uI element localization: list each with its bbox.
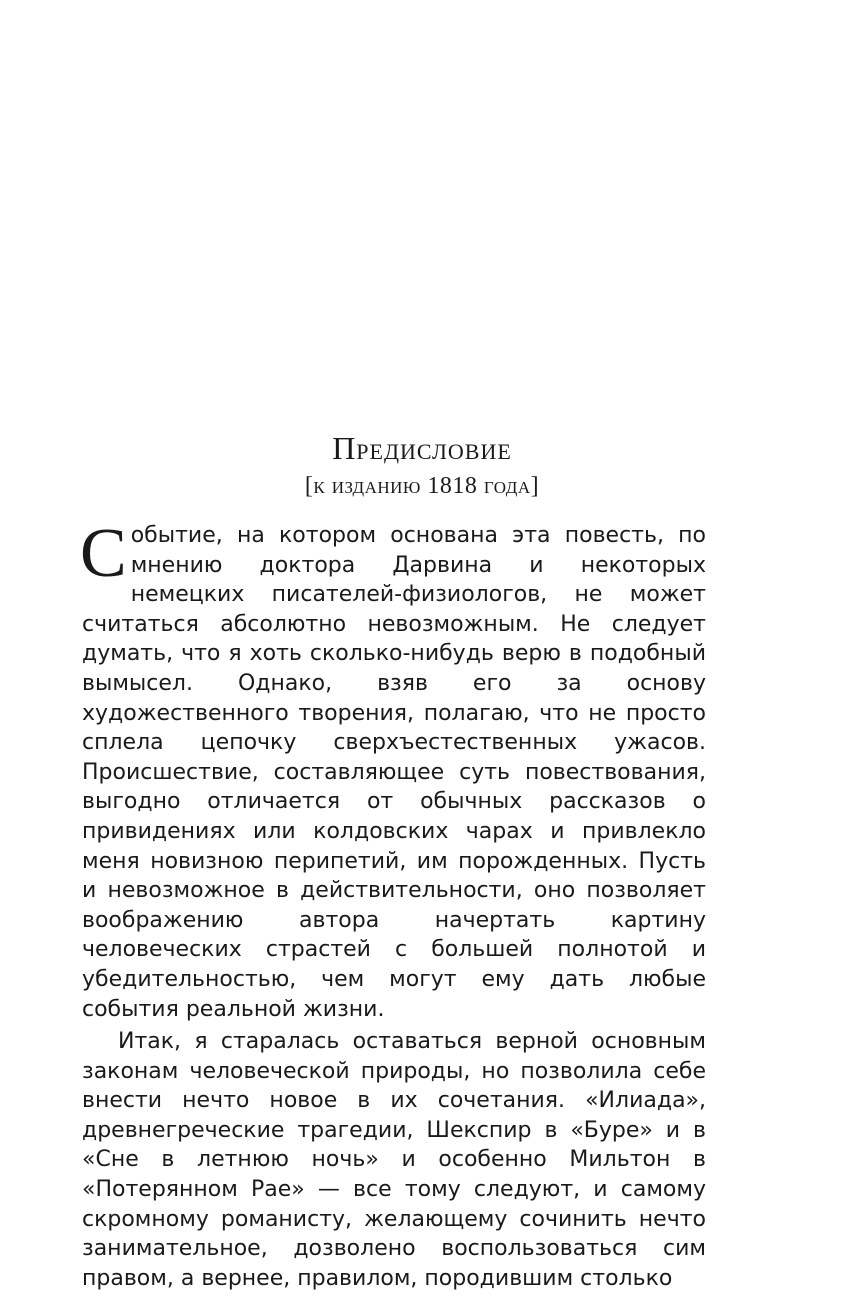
drop-cap: С: [80, 515, 127, 592]
body-text: [80, 515, 706, 1296]
paragraph-2: Итак, я старалась оставаться верной основным законам человеческой природы, но позволила себе внести нечто новое в их сочетания. «Илиада», древнегреческие трагедии, Шекспир в «Буре» и в «Сне в летнюю ночь» и особенно Мильтон в «Потерянном Рае» — все тому следуют, и самому скромному романисту, желающему сочинить нечто занимательное, дозволено воспользоваться сим правом, а вернее, правилом, породившим столько: [82, 1029, 706, 1291]
paragraph-1: [80, 515, 706, 1024]
paragraph-1-text: обытие, на котором основана эта повесть, по мнению доктора Дарвина и некоторых немецких писателей-физиологов, не может считаться абсолютно невозможным. Не следует думать, что я хоть сколько-нибудь верю в подобный вымысел. Однако, взяв его за основу художественного творения, полагаю, что не просто сплела цепочку сверхъестественных ужасов. Происшествие, составляющее суть повествования, выгодно отличается от обычных рассказов о привидениях или колдовских чарах и привлекло меня новизною перипетий, им порожденных. Пусть и невозможное в действительности, оно позволяет воображению автора начертать картину человеческих страстей с большей полнотой и убедительностью, чем могут ему дать любые события реальной жизни.: [82, 523, 706, 1022]
chapter-subtitle: [к изданию 1818 года]: [304, 473, 540, 499]
chapter-title: Предисловие: [332, 430, 512, 466]
